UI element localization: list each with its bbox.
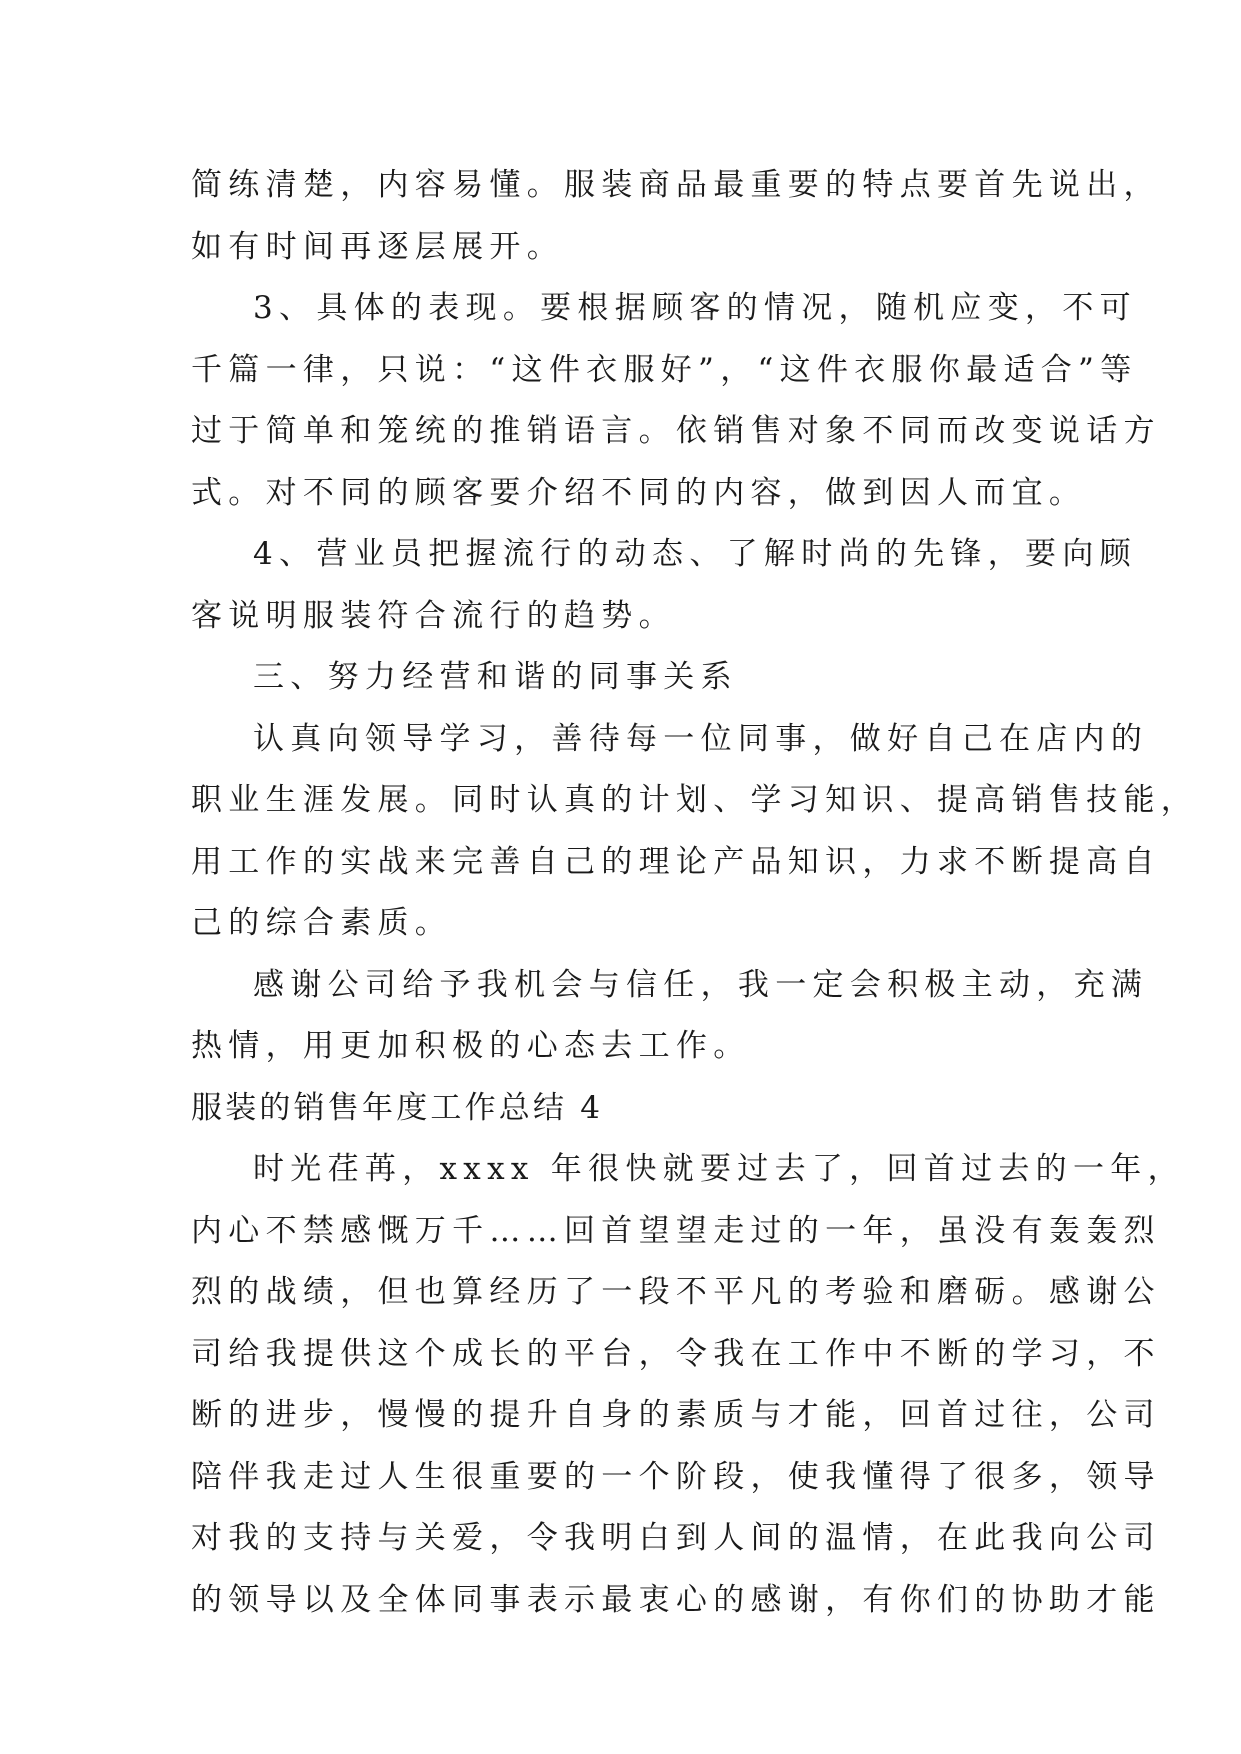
paragraph-line: 己的综合素质。 [191, 905, 453, 941]
paragraph-line: 司给我提供这个成长的平台，令我在工作中不断的学习，不 [191, 1335, 1161, 1372]
paragraph-line: 烈的战绩，但也算经历了一段不平凡的考验和磨砺。感谢公 [191, 1274, 1161, 1310]
paragraph-line: 过于简单和笼统的推销语言。依销售对象不同而改变说话方 [191, 413, 1161, 449]
paragraph-line: 式。对不同的顾客要介绍不同的内容，做到因人而宜。 [191, 474, 1087, 511]
paragraph-line: 如有时间再逐层展开。 [191, 228, 564, 265]
paragraph-line: 用工作的实战来完善自己的理论产品知识，力求不断提高自 [191, 843, 1161, 880]
paragraph-line: 时光荏苒，xxxx 年很快就要过去了，回首过去的一年， [253, 1151, 1185, 1187]
document-title: 服装的销售年度工作总结 4 [191, 1089, 604, 1126]
paragraph-line: 4、营业员把握流行的动态、了解时尚的先锋，要向顾 [253, 536, 1137, 572]
paragraph-line: 认真向领导学习，善待每一位同事，做好自己在店内的 [253, 720, 1149, 757]
paragraph-line: 的领导以及全体同事表示最衷心的感谢，有你们的协助才能 [191, 1581, 1161, 1618]
section-heading: 三、努力经营和谐的同事关系 [253, 659, 738, 695]
paragraph-line: 感谢公司给予我机会与信任，我一定会积极主动，充满 [253, 966, 1149, 1003]
paragraph-line: 职业生涯发展。同时认真的计划、学习知识、提高销售技能， [191, 782, 1199, 818]
paragraph-line: 客说明服装符合流行的趋势。 [191, 597, 676, 634]
paragraph-line: 断的进步，慢慢的提升自身的素质与才能，回首过往，公司 [191, 1397, 1161, 1433]
paragraph-line: 热情，用更加积极的心态去工作。 [191, 1028, 751, 1064]
paragraph-line: 内心不禁感慨万千……回首望望走过的一年，虽没有轰轰烈 [191, 1212, 1161, 1249]
paragraph-line: 简练清楚，内容易懂。服装商品最重要的特点要首先说出， [191, 167, 1161, 203]
document-body [191, 155, 1199, 1631]
paragraph-line: 千篇一律，只说：“这件衣服好”，“这件衣服你最适合”等 [191, 351, 1138, 388]
paragraph-line: 陪伴我走过人生很重要的一个阶段，使我懂得了很多，领导 [191, 1458, 1161, 1495]
paragraph-line: 对我的支持与关爱，令我明白到人间的温情，在此我向公司 [191, 1520, 1161, 1556]
paragraph-line: 3、具体的表现。要根据顾客的情况，随机应变，不可 [253, 290, 1137, 326]
